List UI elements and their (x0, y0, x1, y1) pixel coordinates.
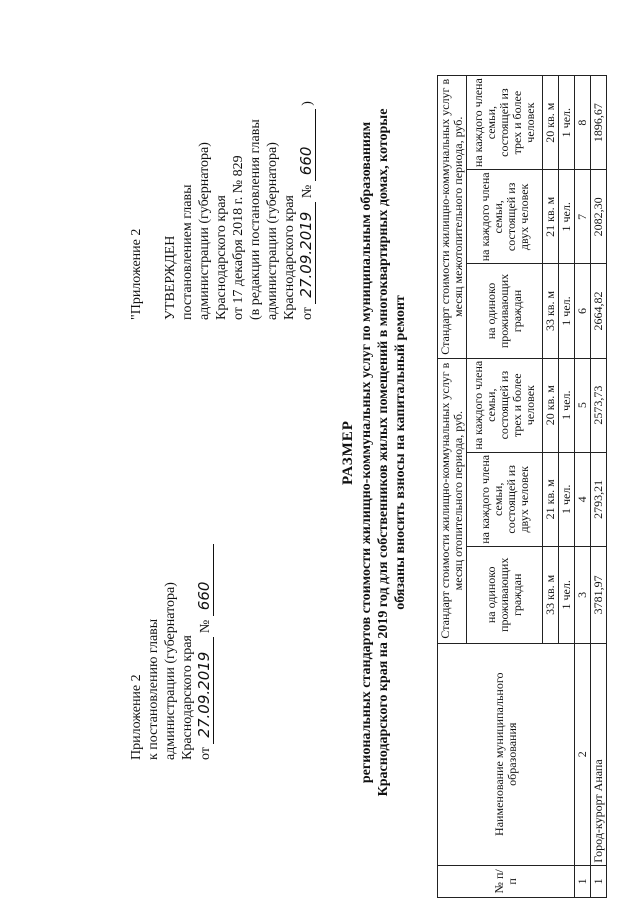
left-approval-line: Приложение 2 (129, 674, 144, 760)
row-municipality-name: Город-курорт Анапа (591, 643, 607, 865)
column-number-row (575, 76, 591, 898)
left-approval-line: администрации (губернатора) (163, 582, 178, 760)
left-approval-block (128, 530, 214, 760)
right-approval-line: постановлением главы (180, 184, 195, 320)
right-approval-date-line (298, 50, 316, 320)
header-row-group (438, 76, 467, 898)
header-area: 33 кв. м (543, 546, 559, 643)
row-value: 3781,97 (591, 546, 607, 643)
handwritten-number: 660 (298, 109, 316, 181)
right-approval-line: Краснодарского края (214, 195, 229, 320)
right-approval-block (128, 50, 316, 320)
header-person: 1 чел. (559, 76, 575, 170)
document-title: РАЗМЕР (340, 420, 356, 485)
row-value: 2082,30 (591, 170, 607, 264)
header-person: 1 чел. (559, 358, 575, 452)
document-subtitle-line: обязаны вносить взносы на капитальный ремонт (393, 295, 408, 610)
header-nonheating-period: Стандарт стоимости жилищно-коммунальных услуг в месяц межотопительного периода, руб. (438, 76, 467, 359)
column-number: 4 (575, 452, 591, 546)
header-three-plus-family: на каждого члена семьи, состоящей из трех и более человек (467, 358, 543, 452)
column-number: 6 (575, 264, 591, 358)
row-value: 2664,82 (591, 264, 607, 358)
right-approval-line: от 17 декабря 2018 г. № 829 (231, 155, 246, 320)
standards-table (437, 75, 607, 898)
header-area: 20 кв. м (543, 358, 559, 452)
date-prefix: от (300, 307, 315, 320)
document-subtitle-line: региональных стандартов стоимости жилищно-коммунальных услуг по муниципальным образованиям (359, 121, 374, 784)
header-municipality: Наименование муниципального образования (438, 643, 575, 865)
header-person: 1 чел. (559, 170, 575, 264)
number-prefix: № (198, 619, 213, 634)
header-person: 1 чел. (559, 452, 575, 546)
header-area: 33 кв. м (543, 264, 559, 358)
header-area: 20 кв. м (543, 76, 559, 170)
left-approval-line: Краснодарского края (180, 635, 195, 760)
column-number: 5 (575, 358, 591, 452)
title-block (338, 40, 409, 865)
column-number: 8 (575, 76, 591, 170)
right-approval-line: администрации (губернатора) (197, 142, 212, 320)
left-approval-line: к постановлению главы (146, 618, 161, 760)
right-approval-line: Краснодарского края (282, 195, 297, 320)
header-area: 21 кв. м (543, 452, 559, 546)
row-value: 2573,73 (591, 358, 607, 452)
header-two-person-family: на каждого члена семьи, состоящей из двух человек (467, 452, 543, 546)
header-area: 21 кв. м (543, 170, 559, 264)
column-number: 2 (575, 643, 591, 865)
handwritten-date: 27.09.2019 (298, 202, 316, 304)
header-single-resident: на одиноко проживающих граждан (467, 546, 543, 643)
handwritten-date: 27.09.2019 (196, 637, 214, 744)
closing-parenthesis: ) (300, 101, 315, 106)
row-value: 1896,67 (591, 76, 607, 170)
date-prefix: от (198, 747, 213, 760)
header-three-plus-family: на каждого члена семьи, состоящей из трех и более человек (467, 76, 543, 170)
right-approval-line: "Приложение 2 (129, 228, 144, 320)
header-number: № п/п (438, 865, 575, 897)
right-approval-line: УТВЕРЖДЕН (163, 235, 178, 320)
row-value: 2793,21 (591, 452, 607, 546)
document-subtitle-line: Краснодарского края на 2019 год для собственников жилых помещений в многоквартирных домах, которые (376, 108, 391, 797)
header-person: 1 чел. (559, 546, 575, 643)
header-two-person-family: на каждого члена семьи, состоящей из двух человек (467, 170, 543, 264)
right-approval-line (145, 50, 162, 320)
header-heating-period: Стандарт стоимости жилищно-коммунальных услуг в месяц отопительного периода, руб. (438, 358, 467, 643)
handwritten-number: 660 (196, 544, 214, 616)
row-number: 1 (591, 865, 607, 897)
column-number: 1 (575, 865, 591, 897)
right-approval-line: (в редакции постановления главы (248, 119, 263, 320)
table-row (591, 76, 607, 898)
column-number: 3 (575, 546, 591, 643)
header-person: 1 чел. (559, 264, 575, 358)
column-number: 7 (575, 170, 591, 264)
left-approval-date-line (196, 530, 214, 760)
number-prefix: № (300, 184, 315, 199)
header-single-resident: на одиноко проживающих граждан (467, 264, 543, 358)
right-approval-line: администрации (губернатора) (265, 142, 280, 320)
